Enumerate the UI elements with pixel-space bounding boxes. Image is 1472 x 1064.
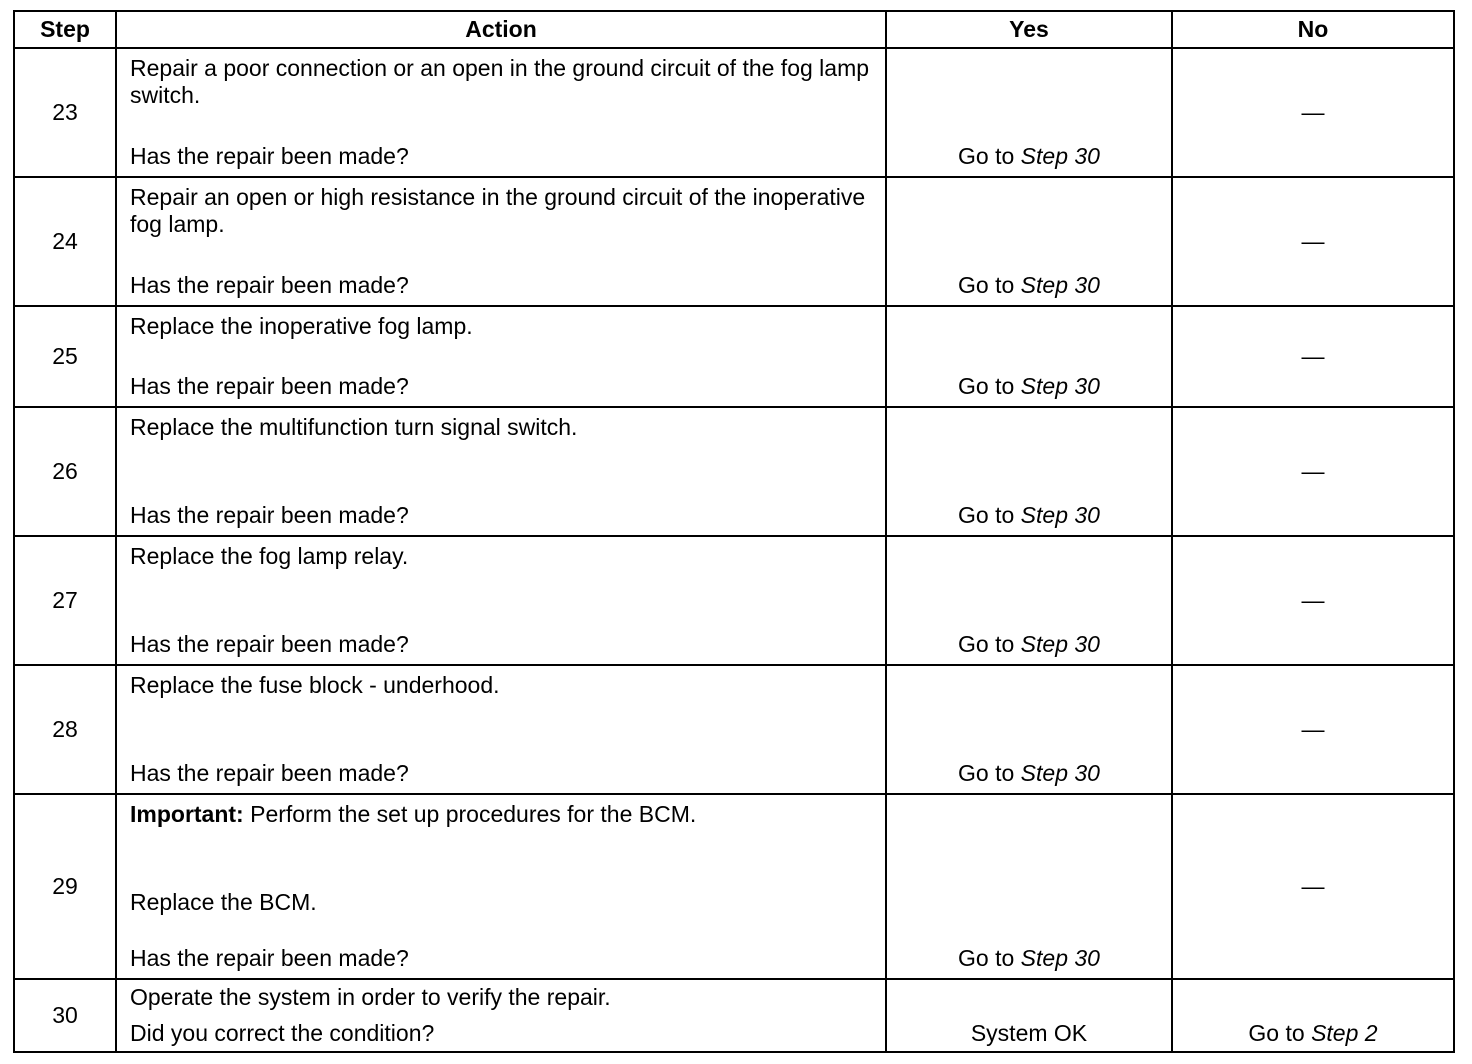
yes-prefix: Go to (958, 760, 1021, 786)
yes-cell (886, 536, 1172, 665)
header-row (14, 11, 1454, 48)
table-row (14, 177, 1454, 306)
action-question: Has the repair been made? (130, 631, 409, 657)
action-cell (116, 979, 886, 1052)
header-step: Step (14, 11, 116, 48)
step-number: 28 (14, 665, 116, 794)
yes-result (887, 631, 1171, 658)
no-result (1173, 1020, 1453, 1047)
important-label: Important: (130, 801, 244, 827)
table-row (14, 536, 1454, 665)
yes-cell (886, 306, 1172, 407)
yes-prefix: Go to (958, 272, 1021, 298)
action-question: Has the repair been made? (130, 373, 409, 399)
yes-prefix: Go to (958, 502, 1021, 528)
action-cell (116, 306, 886, 407)
yes-result: System OK (970, 1020, 1088, 1046)
step-number: 23 (14, 48, 116, 177)
action-text: Repair an open or high resistance in the ground circuit of the inoperative fog lamp. (130, 184, 866, 237)
no-result: — (1301, 873, 1325, 899)
no-cell (1172, 979, 1454, 1052)
step-link[interactable]: Step 30 (1020, 143, 1100, 169)
table-row (14, 979, 1454, 1052)
no-result: — (1301, 99, 1325, 125)
no-cell (1172, 407, 1454, 536)
action-cell (116, 48, 886, 177)
step-number: 27 (14, 536, 116, 665)
no-result: — (1301, 228, 1325, 254)
table-row (14, 306, 1454, 407)
yes-cell (886, 665, 1172, 794)
action-question: Has the repair been made? (130, 945, 409, 971)
action-text: Replace the fuse block - underhood. (130, 672, 500, 698)
step-link[interactable]: Step 30 (1020, 945, 1100, 971)
yes-cell (886, 407, 1172, 536)
table-row (14, 48, 1454, 177)
action-question: Has the repair been made? (130, 272, 409, 298)
yes-prefix: Go to (958, 143, 1021, 169)
action-question: Did you correct the condition? (130, 1020, 435, 1046)
no-cell (1172, 48, 1454, 177)
step-link[interactable]: Step 30 (1020, 760, 1100, 786)
action-text: Replace the multifunction turn signal switch. (130, 414, 578, 440)
action-text: Replace the inoperative fog lamp. (130, 313, 473, 339)
table-row (14, 665, 1454, 794)
action-question: Has the repair been made? (130, 143, 409, 169)
header-no: No (1172, 11, 1454, 48)
action-question: Has the repair been made? (130, 502, 409, 528)
action-question: Has the repair been made? (130, 760, 409, 786)
step-number: 26 (14, 407, 116, 536)
yes-prefix: Go to (958, 631, 1021, 657)
important-text: Perform the set up procedures for the BCM. (250, 801, 697, 827)
step-number: 29 (14, 794, 116, 979)
no-cell (1172, 665, 1454, 794)
no-result: — (1301, 458, 1325, 484)
no-result: — (1301, 587, 1325, 613)
no-cell (1172, 794, 1454, 979)
yes-cell (886, 794, 1172, 979)
diagnostic-table (13, 10, 1455, 1053)
yes-cell (886, 48, 1172, 177)
step-number: 30 (14, 979, 116, 1052)
action-mid-text: Replace the BCM. (130, 889, 317, 915)
no-result: — (1301, 343, 1325, 369)
table-row (14, 794, 1454, 979)
yes-result (887, 272, 1171, 299)
yes-result (887, 143, 1171, 170)
action-text: Replace the fog lamp relay. (130, 543, 409, 569)
action-cell (116, 536, 886, 665)
yes-result (887, 502, 1171, 529)
action-cell (116, 665, 886, 794)
yes-prefix: Go to (958, 945, 1021, 971)
yes-result (887, 945, 1171, 972)
yes-result (887, 760, 1171, 787)
step-link[interactable]: Step 2 (1311, 1020, 1378, 1046)
no-cell (1172, 306, 1454, 407)
action-cell (116, 407, 886, 536)
action-text: Operate the system in order to verify the repair. (130, 984, 611, 1010)
header-yes: Yes (886, 11, 1172, 48)
no-cell (1172, 177, 1454, 306)
no-cell (1172, 536, 1454, 665)
no-prefix: Go to (1248, 1020, 1312, 1046)
step-link[interactable]: Step 30 (1020, 502, 1100, 528)
step-link[interactable]: Step 30 (1020, 373, 1100, 399)
header-action: Action (116, 11, 886, 48)
yes-cell (886, 979, 1172, 1052)
no-result: — (1301, 716, 1325, 742)
yes-prefix: Go to (958, 373, 1021, 399)
step-link[interactable]: Step 30 (1020, 631, 1100, 657)
table-row (14, 407, 1454, 536)
yes-cell (886, 177, 1172, 306)
action-cell (116, 794, 886, 979)
action-text (130, 801, 873, 828)
step-number: 25 (14, 306, 116, 407)
yes-result (887, 373, 1171, 400)
action-cell (116, 177, 886, 306)
step-number: 24 (14, 177, 116, 306)
step-link[interactable]: Step 30 (1020, 272, 1100, 298)
action-text: Repair a poor connection or an open in the ground circuit of the fog lamp switch. (130, 55, 870, 108)
